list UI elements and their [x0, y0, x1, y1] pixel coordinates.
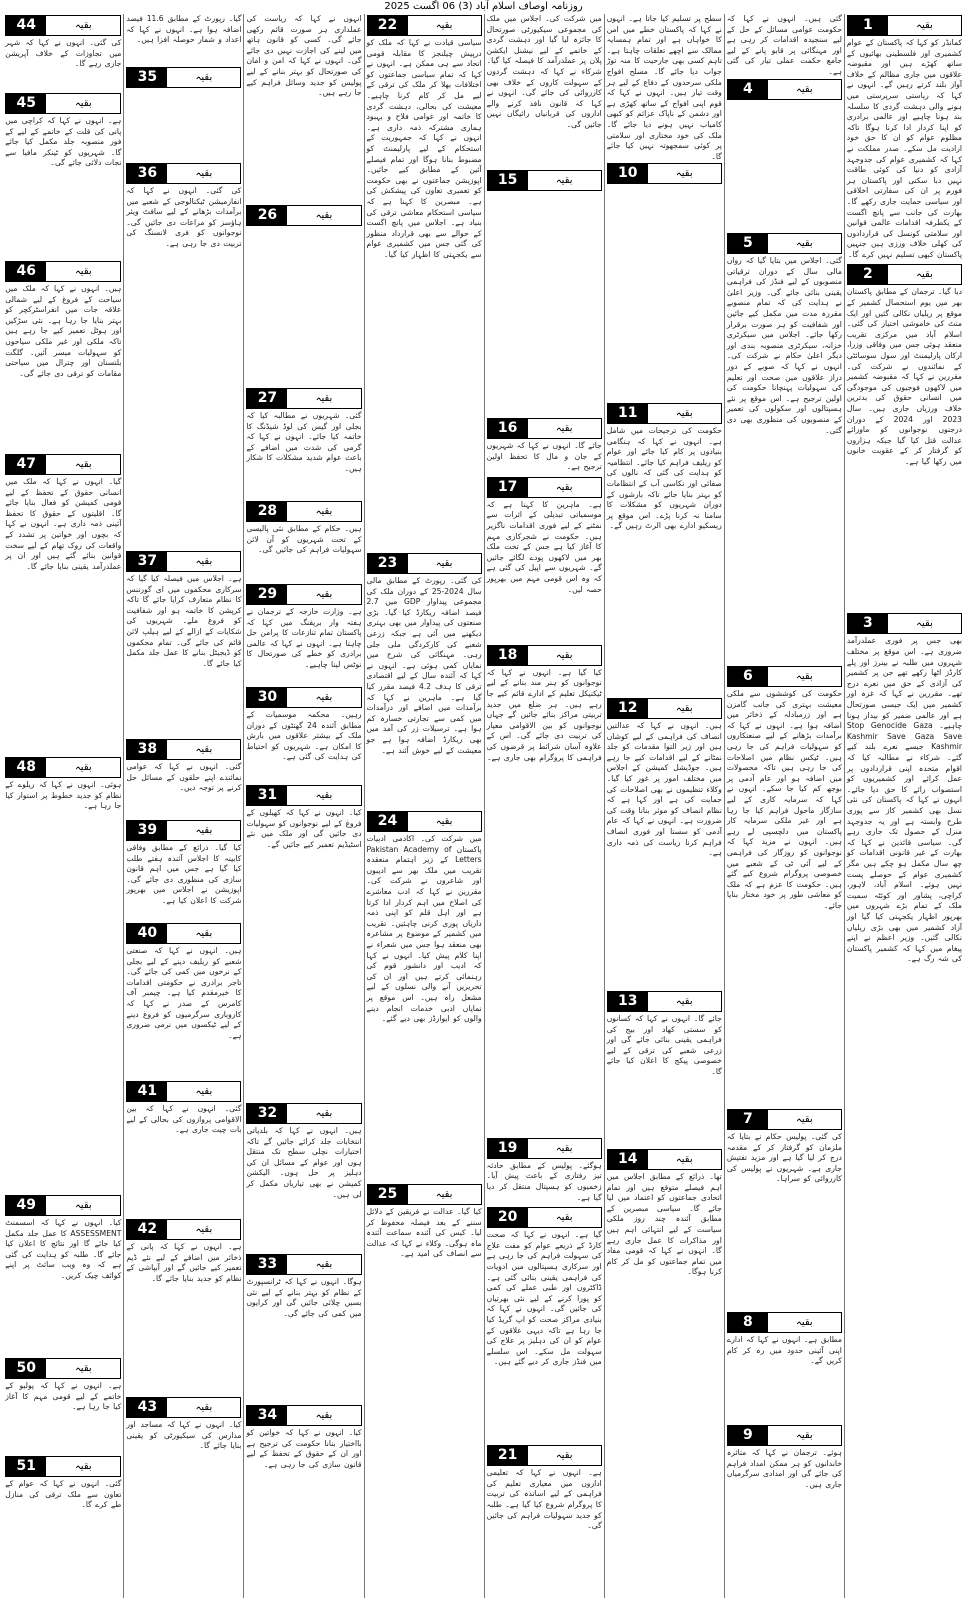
continued-label: بقیہ: [195, 928, 213, 939]
story-number: 16: [488, 419, 528, 438]
story-number: 25: [368, 1185, 408, 1204]
story-text: گیا۔ رپورٹ کے مطابق 11.6 فیصد اضافہ ہوا ہے۔ انہوں نے کہا کہ اعداد و شمار حوصلہ افزا ہیں۔: [126, 14, 242, 45]
story-number: 2: [848, 265, 888, 284]
continued-label: بقیہ: [796, 1114, 813, 1125]
story-number: 30: [247, 688, 287, 707]
story-number: 50: [6, 1359, 46, 1378]
story-text: ہے۔ انہوں نے کہا کہ پانی کے ذخائر میں اضافے کے لیے نئے ڈیم تعمیر کیے جائیں گے اور آبپاشی کے نظام کو جدید بنایا جائے گا۔: [126, 1242, 242, 1283]
story-text: گئی۔ اجلاس میں بتایا گیا کہ رواں مالی سال کے دوران ترقیاتی منصوبوں کے لیے فنڈز کی فراہمی یقینی بنائی جائے گی۔ وزیر اعلیٰ نے ہدایت کی کہ تمام منصوبے مقررہ مدت میں مکمل کیے جائیں اور شفافیت کو ہر صورت برقرار رکھا جائے۔ اجلاس میں سیکرٹری خزانہ، سیکرٹری منصوبہ بندی اور دیگر اعلیٰ حکام نے شرکت کی۔ انہوں نے کہا کہ صوبے کے دور دراز علاقوں میں صحت اور تعلیم کی سہولیات پہنچانا حکومت کی اولین ترجیح ہے۔ اس موقع پر نئے ہسپتالوں اور سکولوں کی تعمیر کے منصوبوں کی منظوری بھی دی گئی۔: [726, 256, 842, 435]
story-block-22: [367, 14, 482, 549]
story-text: ہے۔ انہوں نے کہا کہ پولیو کے خاتمے کے لیے قومی مہم کا آغاز کیا جا رہا ہے۔: [5, 1381, 122, 1412]
story-number: 39: [127, 821, 167, 840]
continued-label: بقیہ: [74, 266, 92, 277]
story-text: ہوگا۔ انہوں نے کہا کہ ٹرانسپورٹ کے نظام کو بہتر بنانے کے لیے نئی بسیں چلائی جائیں گی اور کرایوں میں کمی کی جائے گی۔: [246, 1277, 362, 1318]
continued-label: بقیہ: [74, 459, 92, 470]
continued-label: بقیہ: [195, 1402, 213, 1413]
continued-label: بقیہ: [555, 1212, 573, 1224]
story-block-50: [5, 1357, 121, 1452]
continued-label: بقیہ: [796, 238, 813, 249]
story-block-16: [487, 417, 602, 473]
column-3: [604, 14, 724, 1598]
continued-label: بقیہ: [675, 168, 693, 180]
story-block-5: [727, 232, 842, 662]
story-text: گئی۔ انہوں نے کہا کہ عوامی نمائندے اپنے حلقوں کے مسائل حل کرنے پر توجہ دیں۔: [126, 762, 242, 793]
story-block-19: [487, 1137, 602, 1203]
story-text: ہوئی۔ انہوں نے کہا کہ ریلوے کے نظام کو جدید خطوط پر استوار کیا جا رہا ہے۔: [5, 780, 122, 811]
story-number: 18: [488, 646, 528, 665]
story-text: میں شرکت کی۔ اکادمی ادبیات پاکستان Pakistan Academy of Letters کے زیر اہتمام منعقدہ تقریب میں ملک بھر سے ادیبوں اور شاعروں نے شرکت کی۔ مقررین نے کہا کہ ادب معاشرے کی اصلاح میں اہم کردار ادا کرتا ہے اور اہل قلم کو اپنی ذمہ داریاں پوری کرنی چاہئیں۔ تقریب میں کشمیر کے موضوع پر مشاعرہ بھی منعقد ہوا جس میں شعراء نے اپنا کلام پیش کیا۔ انہوں نے کہا کہ ادیب اور دانشور قوم کی رہنمائی کرتے ہیں اور ان کی تحریریں آنے والی نسلوں کے لیے مشعل راہ ہیں۔ اس موقع پر نمایاں ادبی خدمات انجام دینے والوں کو ایوارڈز بھی دیے گئے۔: [366, 834, 482, 1024]
story-block-21: [487, 1444, 602, 1595]
story-number: 45: [6, 94, 46, 113]
continued-label: بقیہ: [195, 825, 213, 836]
story-block-8: [727, 1311, 842, 1421]
story-block-1: [847, 14, 962, 260]
story-text: گیا ہے۔ انہوں نے کہا کہ صحت کارڈ کے ذریعے عوام کو مفت علاج کی سہولت فراہم کی جا رہی ہے اور سرکاری ہسپتالوں میں ادویات کی فراہمی یقینی بنائی گئی ہے۔ ڈاکٹروں اور طبی عملے کی کمی کو پورا کرنے کے لیے نئی بھرتیاں کی جائیں گی۔ انہوں نے کہا کہ بنیادی مراکز صحت کو اپ گریڈ کیا جا رہا ہے تاکہ دیہی علاقوں کے عوام کو ان کی دہلیز پر علاج کی سہولت مل سکے۔ اس سلسلے میں فنڈز جاری کر دیے گئے ہیں۔: [486, 1230, 602, 1367]
story-number: 7: [728, 1110, 768, 1129]
story-number: 32: [247, 1104, 287, 1123]
story-text: کیا گیا ہے۔ انہوں نے کہا کہ نوجوانوں کو ہنر مند بنانے کے لیے ٹیکنیکل تعلیم کے ادارے قائم کیے جا رہے ہیں۔ ہر ضلع میں جدید تربیتی مراکز بنائے جائیں گے جہاں نوجوانوں کو بین الاقوامی معیار کی تربیت دی جائے گی۔ اس کے علاوہ آسان شرائط پر قرضوں کی فراہمی کا پروگرام بھی جاری ہے۔: [486, 667, 602, 762]
story-block-28: [246, 500, 361, 580]
story-block-18: [487, 644, 602, 1134]
story-text: ہیں۔ انہوں نے کہا کہ عدالتیں انصاف کی فراہمی کے لیے کوشاں ہیں اور زیر التوا مقدمات کو جلد نمٹانے کے لیے اقدامات کیے جا رہے ہیں۔ جوڈیشل کمیشن کے اجلاس میں مختلف امور پر غور کیا گیا۔ وکلاء تنظیموں نے بھی اصلاحات کی حمایت کی ہے اور کہا ہے کہ نظام انصاف کو موثر بنانا وقت کی ضرورت ہے۔ انہوں نے کہا کہ عام آدمی کو سستا اور فوری انصاف فراہم کرنا ریاست کی ذمہ داری ہے۔: [606, 721, 722, 858]
story-text: سطح پر تسلیم کیا جاتا ہے۔ انہوں نے کہا کہ پاکستان خطے میں امن کا خواہاں ہے اور تمام ہمسایہ ممالک سے اچھے تعلقات چاہتا ہے۔ تاہم کسی بھی جارحیت کا منہ توڑ جواب دیا جائے گا۔ مسلح افواج ملکی سرحدوں کے دفاع کے لیے ہر وقت تیار ہیں۔ انہوں نے کہا کہ قوم اپنی افواج کے ساتھ کھڑی ہے اور دشمن کے ناپاک عزائم کو کبھی کامیاب نہیں ہونے دیا جائے گا۔ ملک کی خود مختاری اور سلامتی پر کوئی سمجھوتہ نہیں کیا جائے گا۔: [606, 14, 722, 161]
story-text: ہے۔ وزارت خارجہ کے ترجمان نے ہفتہ وار بریفنگ میں کہا کہ پاکستان تمام تنازعات کا پرامن حل چاہتا ہے۔ انہوں نے کہا کہ عالمی برادری کو خطے کی صورتحال کا نوٹس لینا چاہیے۔: [246, 607, 362, 669]
story-number: 33: [247, 1255, 287, 1274]
story-number: 24: [368, 812, 408, 831]
continued-label: بقیہ: [315, 1410, 333, 1421]
story-text: گئی۔ شہریوں نے مطالبہ کیا کہ بجلی اور گیس کی لوڈ شیڈنگ کا خاتمہ کیا جائے۔ انہوں نے کہا کہ گرمی کی شدت میں اضافے کے باعث عوام شدید مشکلات کا شکار ہیں۔: [246, 411, 362, 473]
story-text: رہیں۔ محکمہ موسمیات کے مطابق آئندہ 24 گھنٹوں کے دوران ملک کے بیشتر علاقوں میں بارش کا امکان ہے۔ شہریوں کو احتیاط کی ہدایت کی گئی ہے۔: [246, 710, 362, 762]
story-block-35: [126, 14, 241, 159]
story-text: کیا۔ انہوں نے کہا کہ خواتین کو بااختیار بنانا حکومت کی ترجیح ہے اور ان کے حقوق کے تحفظ کے لیے قانون سازی کی جا رہی ہے۔: [246, 1428, 362, 1469]
story-number: 43: [127, 1398, 167, 1417]
continued-label: بقیہ: [195, 556, 213, 567]
story-number: 36: [127, 164, 167, 183]
continued-label: بقیہ: [315, 1108, 333, 1119]
continued-label: بقیہ: [315, 692, 333, 703]
story-block-47: [5, 453, 121, 753]
story-number: 37: [127, 552, 167, 571]
story-number: 19: [488, 1139, 528, 1158]
story-block-24: [367, 810, 482, 1180]
story-text: ہے۔ اجلاس میں فیصلہ کیا گیا کہ سرکاری محکموں میں ای گورننس کا نظام متعارف کرایا جائے گا تاکہ کرپشن کا خاتمہ ہو اور شفافیت کو فروغ ملے۔ شہریوں کی شکایات کے ازالے کے لیے ہیلپ لائن قائم کی جائے گی۔ تمام محکموں کو ڈیجیٹل بنانے کا عمل جلد مکمل کیا جائے گا۔: [126, 574, 242, 668]
story-block-17: [487, 476, 602, 641]
story-text: گئی ہیں۔ انہوں نے کہا کہ حکومت عوامی مسائل کے حل کے لیے سنجیدہ اقدامات کر رہی ہے اور مہنگائی پر قابو پانے کے لیے جامع حکمت عملی تیار کی گئی ہے۔: [726, 14, 842, 76]
story-text: گئی۔ انہوں نے کہا کہ بین الاقوامی پروازوں کی بحالی کے لیے بات چیت جاری ہے۔: [126, 1104, 242, 1135]
story-text: حکومت کی ترجیحات میں شامل ہے۔ انہوں نے کہا کہ ہنگامی بنیادوں پر کام کیا جائے اور عوام کو ریلیف فراہم کیا جائے۔ انتظامیہ کو ہدایت کی گئی کہ نالوں کی صفائی اور نکاسی آب کے انتظامات کو بہتر بنایا جائے تاکہ بارشوں کے دوران شہریوں کو مشکلات کا سامنا نہ کرنا پڑے۔ اس موقع پر ریسکیو ادارے بھی الرٹ رہیں گے۔: [606, 426, 722, 531]
story-block-3: [847, 612, 962, 1595]
story-text: کی گئی۔ پولیس حکام نے بتایا کہ ملزمان کو گرفتار کر کے مقدمہ درج کر لیا گیا ہے اور مزید تفتیش جاری ہے۔ شہریوں نے پولیس کی کارروائی کو سراہا۔: [726, 1132, 842, 1184]
story-number: 13: [608, 992, 648, 1011]
continued-label: بقیہ: [675, 1154, 693, 1165]
continued-label: بقیہ: [315, 393, 333, 404]
story-block-32: [246, 1102, 361, 1250]
continued-label: بقیہ: [555, 423, 573, 434]
story-number: 48: [6, 758, 46, 777]
continued-label: بقیہ: [555, 481, 573, 493]
story-block-33: [246, 1253, 361, 1401]
story-text: جائے گا۔ انہوں نے کہا کہ کسانوں کو سستی کھاد اور بیج کی فراہمی یقینی بنائی جائے گی اور زرعی شعبے کی ترقی کے لیے خصوصی پیکج کا اعلان کیا جائے گا۔: [606, 1014, 722, 1076]
story-text: کیا گیا۔ ذرائع کے مطابق وفاقی کابینہ کا اجلاس آئندہ ہفتے طلب کیا گیا ہے جس میں اہم قانون سازی کی منظوری دی جائے گی۔ اپوزیشن نے اجلاس میں بھرپور شرکت کا اعلان کیا ہے۔: [126, 843, 242, 905]
continued-label: بقیہ: [195, 1086, 213, 1097]
continued-label: بقیہ: [195, 72, 213, 83]
story-text: سیاسی قیادت نے کہا کہ ملک کو درپیش چیلنجز کا مقابلہ قومی اتحاد سے ہی ممکن ہے۔ انہوں نے کہا کہ تمام سیاسی جماعتوں کو اختلافات بھلا کر ملک کی ترقی کے لیے مل کر کام کرنا چاہیے۔ معیشت کی بحالی، دہشت گردی کا خاتمہ اور عوامی فلاح و بہبود ہماری مشترکہ ذمہ داری ہے۔ انہوں نے کہا کہ جمہوریت کے استحکام کے لیے پارلیمنٹ کو مضبوط بنانا ہوگا اور تمام فیصلے آئین کے مطابق کیے جائیں۔ اپوزیشن جماعتوں نے بھی حکومت کو تعمیری تعاون کی پیشکش کی ہے۔ مبصرین کا کہنا ہے کہ سیاسی استحکام معاشی ترقی کی بنیاد ہے۔ اجلاس میں پانچ اگست کے حوالے سے بھی قرارداد منظور کی گئی جس میں کشمیری عوام سے یکجہتی کا اظہار کیا گیا۔: [366, 38, 482, 259]
story-block-46: [5, 260, 121, 450]
continued-header: [847, 15, 962, 36]
story-block-38: [126, 738, 241, 816]
story-block-43: [126, 1396, 241, 1595]
story-block-14: [607, 1148, 722, 1595]
story-block-48: [5, 756, 121, 1191]
story-number: 41: [127, 1082, 167, 1101]
story-number: 51: [6, 1457, 46, 1476]
continued-label: بقیہ: [74, 762, 92, 773]
story-number: 21: [488, 1446, 528, 1465]
story-text: انہوں نے کہا کہ ریاست کی عملداری ہر صورت قائم رکھی جائے گی۔ کسی کو قانون ہاتھ میں لینے کی اجازت نہیں دی جائے گی۔ انہوں نے کہا کہ امن و امان کی صورتحال کو بہتر بنانے کے لیے پولیس کو جدید وسائل فراہم کیے جا رہے ہیں۔: [246, 14, 362, 98]
story-block-4: [727, 14, 842, 229]
continued-label: بقیہ: [315, 506, 333, 517]
continued-label: بقیہ: [916, 269, 933, 281]
story-block-29: [246, 583, 361, 683]
story-number: 31: [247, 786, 287, 805]
story-text: کی گئی۔ رپورٹ کے مطابق مالی سال 2024-25 کے دوران ملک کی مجموعی پیداوار GDP میں 2.7 فیصد اضافہ ریکارڈ کیا گیا۔ بڑی صنعتوں کی پیداوار میں بھی بہتری دیکھنے میں آئی ہے جبکہ زرعی شعبے کی کارکردگی ملی جلی رہی۔ مہنگائی کی شرح میں نمایاں کمی ہوئی ہے۔ انہوں نے کہا کہ آئندہ سال کے لیے اقتصادی ترقی کا ہدف 4.2 فیصد مقرر کیا گیا ہے۔ ماہرین نے کہا کہ برآمدات میں اضافے اور درآمدات میں کمی سے تجارتی خسارہ کم ہوا ہے۔ ترسیلات زر کی آمد میں بھی ریکارڈ اضافہ ہوا ہے جو معیشت کے لیے خوش آئند ہے۔: [366, 576, 482, 755]
continued-label: بقیہ: [555, 175, 573, 186]
story-number: 1: [848, 16, 888, 35]
story-text: ہیں۔ حکام کے مطابق نئی پالیسی کے تحت شہریوں کو آن لائن سہولیات فراہم کی جائیں گی۔: [246, 524, 362, 555]
story-number: 14: [608, 1150, 648, 1169]
continued-label: بقیہ: [195, 168, 213, 179]
continued-label: بقیہ: [435, 816, 453, 827]
story-number: 6: [728, 667, 768, 686]
story-number: 35: [127, 68, 167, 87]
story-block-42: [126, 1218, 241, 1393]
story-block-10: [607, 14, 722, 399]
continued-label: بقیہ: [315, 589, 333, 600]
story-number: 8: [728, 1313, 768, 1332]
story-number: 40: [127, 924, 167, 943]
continued-label: بقیہ: [796, 1430, 813, 1441]
continued-label: بقیہ: [315, 1259, 333, 1270]
story-text: مطابق ہے۔ انہوں نے کہا کہ ادارے اپنی آئینی حدود میں رہ کر کام کریں گے۔: [726, 1335, 842, 1366]
story-number: 23: [368, 554, 408, 573]
newspaper-page: [3, 14, 964, 1598]
story-block-31: [246, 784, 361, 1099]
continued-label: بقیہ: [675, 703, 693, 714]
masthead: روزنامہ اوصاف اسلام آباد (3) 06 اگست 2025: [384, 1, 583, 12]
story-block-11: [607, 402, 722, 694]
continued-label: بقیہ: [435, 1189, 453, 1200]
story-block-9: [727, 1424, 842, 1595]
continued-label: بقیہ: [555, 1142, 573, 1154]
story-block-13: [607, 990, 722, 1145]
story-number: 10: [608, 164, 648, 183]
story-text: کی گئی۔ انہوں نے کہا کہ شہر میں تجاوزات کے خلاف آپریشن جاری رہے گا۔: [5, 38, 122, 69]
story-number: 49: [6, 1196, 46, 1215]
story-block-15: [487, 14, 602, 414]
story-number: 3: [848, 614, 888, 633]
continued-label: بقیہ: [916, 20, 933, 31]
continued-label: بقیہ: [555, 1450, 573, 1462]
story-block-7: [727, 1108, 842, 1308]
story-text: بھی جس پر فوری عملدرآمد ضروری ہے۔ اس موقع پر مختلف شہروں میں طلبہ نے بینرز اور پلے کارڈز اٹھا رکھے تھے جن پر کشمیر کی آزادی کے حق میں نعرے درج تھے۔ مقررین نے کہا کہ غزہ اور کشمیر میں ایک جیسی صورتحال ہے اور عالمی ضمیر کو بیدار ہونا چاہیے۔ Stop Genocide Gaza Kashmir Save Gaza Save Kashmir جیسے نعرے بلند کیے گئے۔ شرکاء نے مطالبہ کیا کہ اقوام متحدہ اپنی قراردادوں پر عمل کرائے اور کشمیریوں کو استصواب رائے کا حق دیا جائے۔ انہوں نے کہا کہ پاکستان کی نئی نسل بھی کشمیر کاز سے پوری طرح وابستہ ہے اور یہ جدوجہد منزل کے حصول تک جاری رہے گی۔ سیاسی قائدین نے کہا کہ بھارت کے غیر قانونی اقدامات کو چھ سال مکمل ہو چکے ہیں مگر کشمیری عوام کے حوصلے پست نہیں ہوئے۔ اسلام آباد، لاہور، کراچی، پشاور اور کوئٹہ سمیت ملک کے تمام بڑے شہروں میں بھرپور اظہار یکجہتی کیا گیا اور آزاد کشمیر میں بھی بڑی ریلیاں نکالی گئیں۔ وزیر اعظم نے اپنے پیغام میں کہا کہ کشمیر پاکستان کی شہ رگ ہے۔: [846, 636, 963, 964]
story-text: کیا گیا۔ عدالت نے فریقین کے دلائل سننے کے بعد فیصلہ محفوظ کر لیا۔ کیس کی آئندہ سماعت آئندہ ماہ ہوگی۔ وکلاء نے کہا کہ عدالت سے انصاف کی امید ہے۔: [366, 1207, 482, 1259]
story-text: کیا۔ انہوں نے کہا کہ مساجد اور مدارس کی سیکیورٹی کو یقینی بنایا جائے گا۔: [126, 1420, 242, 1451]
story-block-20: [487, 1206, 602, 1441]
story-block-36: [126, 162, 241, 547]
story-number: 29: [247, 585, 287, 604]
story-block-51: [5, 1455, 121, 1595]
continued-label: بقیہ: [74, 98, 92, 109]
continued-label: بقیہ: [74, 1363, 92, 1374]
story-number: 4: [728, 80, 768, 99]
story-text: گئی۔ انہوں نے کہا کہ عوام کے تعاون سے ملک ترقی کی منازل طے کرے گا۔: [5, 1479, 122, 1510]
story-block-2: [847, 263, 962, 609]
story-block-37: [126, 550, 241, 735]
story-block-30: [246, 686, 361, 781]
story-block-26: [246, 14, 361, 384]
continued-label: بقیہ: [916, 618, 933, 630]
story-text: جائے گا۔ انہوں نے کہا کہ شہریوں کے جان و مال کا تحفظ اولین ترجیح ہے۔: [486, 441, 602, 472]
story-block-39: [126, 819, 241, 919]
continued-label: بقیہ: [675, 996, 693, 1007]
story-text: کی گئی۔ انہوں نے کہا کہ انفارمیشن ٹیکنالوجی کے شعبے میں برآمدات بڑھانے کے لیے سافٹ ویئر ہاؤسز کو مراعات دی جائیں گی۔ نوجوانوں کو فری لانسنگ کی تربیت دی جا رہی ہے۔: [126, 186, 242, 248]
story-number: 47: [6, 455, 46, 474]
continued-label: بقیہ: [315, 210, 333, 221]
story-text: کیا۔ انہوں نے کہا کہ اسسمنٹ ASSESSMENT کا عمل جلد مکمل کیا جائے گا اور نتائج کا اعلان کیا جائے گا۔ طلبہ کو ہدایت کی گئی ہے کہ وہ ویب سائٹ پر اپنے کوائف چیک کریں۔: [5, 1218, 122, 1280]
story-number: 20: [488, 1208, 528, 1227]
story-number: 44: [6, 16, 46, 35]
continued-label: بقیہ: [796, 671, 813, 682]
story-text: تھا۔ ذرائع کے مطابق اجلاس میں اہم فیصلے متوقع ہیں اور تمام اتحادی جماعتوں کو اعتماد میں لیا جائے گا۔ سیاسی مبصرین کے مطابق آئندہ چند روز ملکی سیاست کے لیے انتہائی اہم ہیں اور مذاکرات کا عمل جاری رہے گا۔ انہوں نے کہا کہ قومی مفاد میں تمام جماعتوں کو مل کر کام کرنا ہوگا۔: [606, 1172, 722, 1277]
story-number: 15: [488, 171, 528, 190]
continued-label: بقیہ: [675, 408, 693, 419]
story-number: 46: [6, 262, 46, 281]
story-number: 22: [368, 16, 408, 35]
story-block-41: [126, 1080, 241, 1215]
continued-label: بقیہ: [195, 744, 213, 755]
story-number: 34: [247, 1406, 287, 1425]
continued-label: بقیہ: [435, 20, 453, 31]
story-text: میں شرکت کی۔ اجلاس میں ملک کی مجموعی سیکیورٹی صورتحال کا جائزہ لیا گیا اور دہشت گردی کے خاتمے کے لیے نیشنل ایکشن پلان پر عملدرآمد کا فیصلہ کیا گیا۔ شرکاء نے کہا کہ دہشت گردوں کے سہولت کاروں کے خلاف بھی کارروائی کی جائے گی۔ انہوں نے کہا کہ قانون نافذ کرنے والے اداروں کی قربانیاں رائیگاں نہیں جائیں گی۔: [486, 14, 602, 129]
column-8: [3, 14, 123, 1598]
column-5: [364, 14, 484, 1598]
story-number: 17: [488, 478, 528, 497]
story-block-34: [246, 1404, 361, 1595]
column-7: [123, 14, 243, 1598]
story-block-25: [367, 1183, 482, 1595]
story-text: ہے۔ ماہرین کا کہنا ہے کہ موسمیاتی تبدیلی کے اثرات سے نمٹنے کے لیے فوری اقدامات ناگزیر ہیں۔ حکومت نے شجرکاری مہم کا آغاز کیا ہے جس کے تحت ملک بھر میں لاکھوں پودے لگائے جائیں گے۔ شہریوں سے اپیل کی گئی ہے کہ وہ اس قومی مہم میں بھرپور حصہ لیں۔: [486, 499, 602, 594]
story-number: 5: [728, 234, 768, 253]
story-text: کمانڈر کو کہا کہ پاکستان کے عوام کشمیری اور فلسطینی بھائیوں کے ساتھ کھڑے ہیں اور مقبوضہ علاقوں میں جاری مظالم کے خلاف آواز بلند کرتے رہیں گے۔ انہوں نے کہا کہ ریاستی سرپرستی میں ہونے والی دہشت گردی کا سلسلہ بند ہونا چاہیے اور عالمی برادری کو اپنا کردار ادا کرنا ہوگا تاکہ مظلوم عوام کو ان کا حق خود ارادیت مل سکے۔ صدر مملکت نے کہا کہ کشمیری عوام کی جدوجہد آزادی کو دنیا کی کوئی طاقت نہیں دبا سکتی اور پاکستان ہر فورم پر ان کی سفارتی اخلاقی اور سیاسی حمایت جاری رکھے گا۔ بھارت کی جانب سے پانچ اگست کے یکطرفہ اقدامات عالمی قوانین اور سلامتی کونسل کی قراردادوں کی کھلی خلاف ورزی ہیں جنہیں پاکستان کبھی تسلیم نہیں کرے گا۔: [846, 38, 962, 259]
continued-label: بقیہ: [315, 790, 333, 801]
continued-label: بقیہ: [195, 1224, 213, 1235]
story-block-49: [5, 1194, 121, 1354]
story-text: ہوگئے۔ پولیس کے مطابق حادثہ تیز رفتاری کے باعث پیش آیا۔ زخمیوں کو ہسپتال منتقل کر دیا گیا ہے۔: [486, 1160, 602, 1202]
continued-label: بقیہ: [796, 83, 813, 95]
column-2: [724, 14, 844, 1598]
story-number: 27: [247, 389, 287, 408]
continued-label: بقیہ: [74, 20, 92, 31]
story-number: 28: [247, 502, 287, 521]
continued-label: بقیہ: [435, 558, 453, 569]
story-block-44: [5, 14, 121, 89]
story-block-6: [727, 665, 842, 1105]
column-6: [243, 14, 363, 1598]
story-text: ہے۔ انہوں نے کہا کہ کراچی میں پانی کی قلت کے خاتمے کے لیے کے فور منصوبہ جلد مکمل کیا جائے گا۔ شہریوں کو ٹینکر مافیا سے نجات دلائی جائے گی۔: [5, 116, 122, 168]
story-text: گیا۔ انہوں نے کہا کہ ملک میں انسانی حقوق کے تحفظ کے لیے قومی کمیشن کو فعال بنایا جائے گا۔ اقلیتوں کے حقوق کا تحفظ آئینی ذمہ داری ہے۔ انہوں نے کہا کہ بچوں اور خواتین پر تشدد کے واقعات کی روک تھام کے لیے سخت قوانین بنائے گئے ہیں اور ان پر عملدرآمد یقینی بنایا جائے گا۔: [5, 477, 122, 571]
continued-label: بقیہ: [74, 1461, 92, 1472]
story-number: 42: [127, 1220, 167, 1239]
story-number: 26: [247, 206, 287, 225]
continued-label: بقیہ: [555, 649, 573, 661]
story-text: ہیں۔ انہوں نے کہا کہ ملک میں سیاحت کے فروغ کے لیے شمالی علاقہ جات میں انفراسٹرکچر کو بہتر بنایا جا رہا ہے۔ نئی سڑکیں اور ہوٹل تعمیر کیے جا رہے ہیں تاکہ ملکی اور غیر ملکی سیاحوں کو سہولیات میسر آئیں۔ گلگت بلتستان اور چترال میں سیاحتی مقامات کو ترقی دی جائے گی۔: [5, 284, 122, 378]
column-1: [844, 14, 964, 1598]
story-block-12: [607, 697, 722, 987]
continued-label: بقیہ: [74, 1200, 92, 1211]
story-block-27: [246, 387, 361, 497]
story-block-45: [5, 92, 121, 257]
story-text: دیا گیا۔ ترجمان کے مطابق پاکستان بھر میں یوم استحصال کشمیر کے موقع پر ریلیاں نکالی گئیں اور ایک منٹ کی خاموشی اختیار کی گئی۔ اسلام آباد میں مرکزی تقریب منعقد ہوئی جس میں وفاقی وزرا، ارکان پارلیمنٹ اور سول سوسائٹی کے نمائندوں نے شرکت کی۔ مقررین نے کہا کہ مقبوضہ کشمیر میں لاکھوں فوجیوں کی موجودگی میں انسانی حقوق کی بدترین خلاف ورزیاں جاری ہیں۔ سال 2023 اور 2024 کے دوران درجنوں نوجوانوں کو ماورائے عدالت قتل کیا گیا جبکہ ہزاروں کو گرفتار کر کے عقوبت خانوں میں رکھا گیا ہے۔: [846, 287, 962, 466]
story-number: 9: [728, 1426, 768, 1445]
story-block-23: [367, 552, 482, 807]
story-text: ہیں۔ انہوں نے کہا کہ صنعتی شعبے کو ریلیف دینے کے لیے بجلی کے نرخوں میں کمی کی جائے گی۔ تاجر برادری نے حکومتی اقدامات کا خیرمقدم کیا ہے۔ چیمبر آف کامرس کے صدر نے کہا کہ کاروباری سرگرمیوں کو فروغ دینے کے لیے ٹیکسوں میں نرمی ضروری ہے۔: [126, 946, 242, 1040]
story-number: 11: [608, 404, 648, 423]
story-text: ہے۔ انہوں نے کہا کہ تعلیمی اداروں میں معیاری تعلیم کی فراہمی کے لیے اساتذہ کی تربیت کا پروگرام شروع کیا گیا ہے۔ طلبہ کو جدید سہولیات فراہم کی جائیں گی۔: [486, 1468, 602, 1531]
story-text: کیا۔ انہوں نے کہا کہ کھیلوں کے فروغ کے لیے نوجوانوں کو سہولیات دی جائیں گی اور ملک میں نئے اسٹیڈیم تعمیر کیے جائیں گے۔: [246, 808, 362, 849]
continued-label: بقیہ: [796, 1317, 813, 1328]
story-text: ہوئے۔ ترجمان نے کہا کہ متاثرہ خاندانوں کو ہر ممکن امداد فراہم کی جائے گی اور امدادی سرگرمیاں جاری ہیں۔: [726, 1448, 842, 1489]
story-block-40: [126, 922, 241, 1077]
story-number: 38: [127, 740, 167, 759]
story-text: حکومت کی کوششوں سے ملکی معیشت بہتری کی جانب گامزن ہے اور زرمبادلہ کے ذخائر میں اضافہ ہوا ہے۔ انہوں نے کہا کہ برآمدات بڑھانے کے لیے صنعتکاروں کو سہولیات فراہم کی جا رہی ہیں۔ ٹیکس نظام میں اصلاحات کی جا رہی ہیں تاکہ محصولات میں اضافہ ہو اور عام آدمی پر بوجھ کم کیا جا سکے۔ انہوں نے کہا کہ سرمایہ کاری کے لیے سازگار ماحول فراہم کیا جا رہا ہے اور غیر ملکی سرمایہ کار پاکستان میں دلچسپی لے رہے ہیں۔ انہوں نے مزید کہا کہ نوجوانوں کو روزگار کی فراہمی کے لیے آئی ٹی کے شعبے میں خصوصی پروگرام شروع کیے گئے ہیں۔ حکومت کا عزم ہے کہ ملک کو معاشی طور پر خود مختار بنایا جائے۔: [726, 689, 842, 910]
column-4: [484, 14, 604, 1598]
story-text: ہیں۔ انہوں نے کہا کہ بلدیاتی انتخابات جلد کرائے جائیں گے تاکہ اختیارات نچلی سطح تک منتقل ہوں اور عوام کے مسائل ان کی دہلیز پر حل ہوں۔ الیکشن کمیشن نے بھی تیاریاں مکمل کر لی ہیں۔: [246, 1126, 362, 1199]
story-number: 12: [608, 699, 648, 718]
